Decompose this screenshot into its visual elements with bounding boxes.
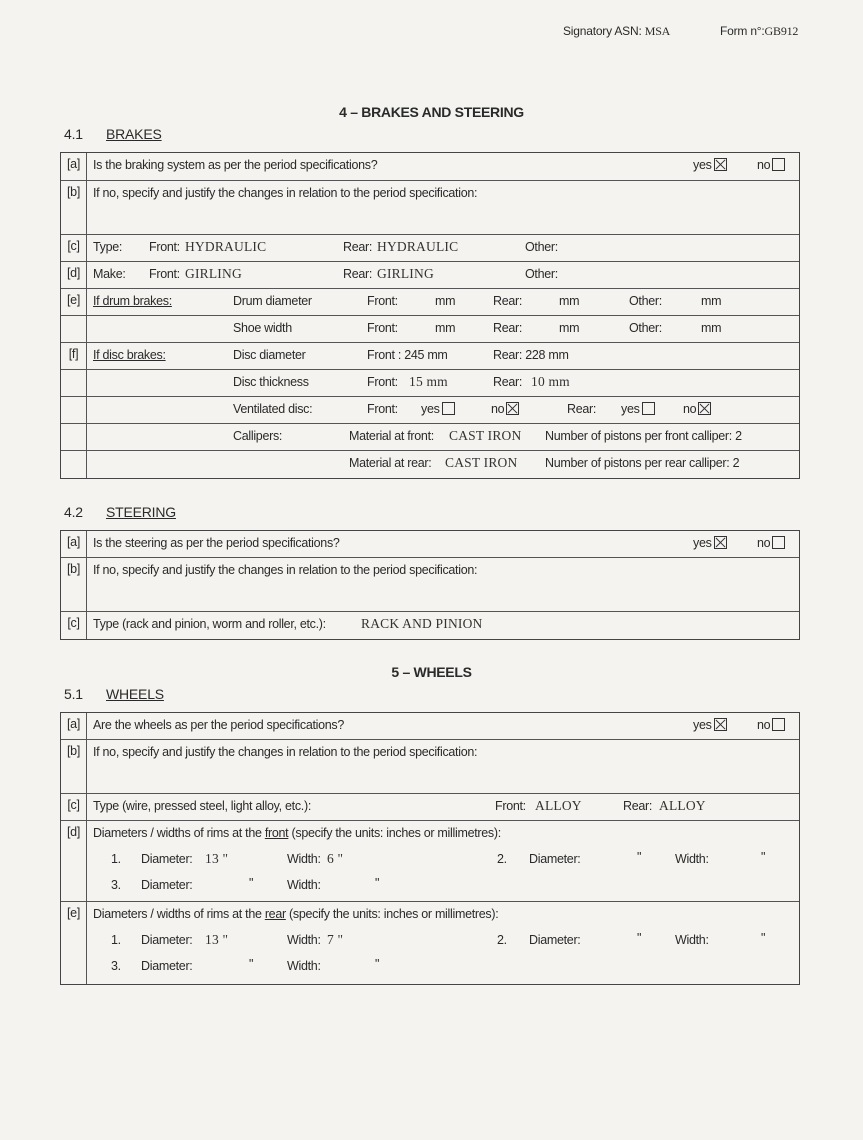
steering-subtitle — [64, 504, 176, 520]
row-label: [b] — [61, 181, 87, 234]
width-value: 6 " — [327, 851, 344, 866]
width-label: Width: — [675, 852, 709, 866]
no-checkbox-checked[interactable] — [698, 402, 711, 415]
wheels-title: WHEELS — [106, 686, 164, 702]
no-label: no — [757, 718, 771, 732]
rear-value: HYDRAULIC — [377, 239, 459, 254]
steering-title: STEERING — [106, 504, 176, 520]
inch-mark: " — [249, 957, 254, 971]
no-checkbox[interactable] — [772, 536, 785, 549]
question-suffix: (specify the units: inches or millimetres): — [285, 907, 499, 921]
make-label: Make: — [93, 267, 126, 281]
width-label: Width: — [287, 959, 321, 973]
row-label-blank — [61, 397, 87, 423]
signatory-value: MSA — [644, 24, 671, 38]
row-label: [a] — [61, 713, 87, 739]
unit: mm — [559, 321, 580, 335]
brakes-row-b — [61, 181, 799, 235]
rear-label: Rear: — [343, 267, 373, 281]
rear-value: GIRLING — [377, 266, 434, 281]
front-no-option[interactable] — [491, 402, 519, 416]
question-text: Type (rack and pinion, worm and roller, etc.): — [93, 617, 326, 631]
yes-label: yes — [693, 536, 712, 550]
row-label: [d] — [61, 821, 87, 901]
brakes-row-c — [61, 235, 799, 262]
unit: mm — [701, 294, 722, 308]
no-label: no — [757, 536, 771, 550]
signatory-label: Signatory ASN: — [563, 24, 642, 38]
row-label: [b] — [61, 740, 87, 793]
brakes-row-a — [61, 153, 799, 181]
form-number-header — [720, 24, 798, 39]
wheels-table — [60, 712, 800, 985]
disc-diameter-label: Disc diameter — [233, 348, 306, 362]
wheels-subtitle — [64, 686, 164, 702]
unit: mm — [559, 294, 580, 308]
brakes-row-f-thickness — [61, 370, 799, 397]
material-rear-value: CAST IRON — [445, 455, 518, 470]
front-label: Front: — [367, 321, 398, 335]
inch-mark: " — [249, 876, 254, 890]
question-text: If no, specify and justify the changes in relation to the period specification: — [93, 563, 478, 577]
question-text — [93, 907, 498, 921]
other-label: Other: — [525, 267, 558, 281]
question-text — [93, 826, 501, 840]
disc-thickness-label: Disc thickness — [233, 375, 309, 389]
ventilated-disc-label: Ventilated disc: — [233, 402, 313, 416]
unit: mm — [701, 321, 722, 335]
shoe-width-label: Shoe width — [233, 321, 292, 335]
steering-row-b — [61, 558, 799, 612]
rear-yes-option[interactable] — [621, 402, 655, 416]
question-suffix: (specify the units: inches or millimetres): — [288, 826, 501, 840]
question-text: If no, specify and justify the changes in relation to the period specification: — [93, 745, 478, 759]
rear-label: Rear: — [493, 321, 523, 335]
steering-row-a — [61, 531, 799, 558]
row-label: [a] — [61, 153, 87, 180]
wheels-row-a — [61, 713, 799, 740]
inch-mark: " — [375, 957, 380, 971]
item-number: 3. — [111, 959, 121, 973]
front-label: Front: — [149, 240, 180, 254]
no-option[interactable] — [757, 718, 785, 732]
item-number: 2. — [497, 852, 507, 866]
no-checkbox[interactable] — [772, 718, 785, 731]
row-label-blank — [61, 316, 87, 342]
width-label: Width: — [287, 878, 321, 892]
question-text: Is the braking system as per the period specifications? — [93, 158, 378, 172]
section-5-title: 5 – WHEELS — [391, 664, 472, 680]
width-label: Width: — [287, 933, 321, 947]
drum-diameter-label: Drum diameter — [233, 294, 312, 308]
brakes-row-f-diameter — [61, 343, 799, 370]
disc-thickness-rear: 10 mm — [531, 374, 570, 389]
rear-value: ALLOY — [659, 798, 706, 813]
front-label: Front: — [149, 267, 180, 281]
yes-label: yes — [693, 718, 712, 732]
width-value: 7 " — [327, 932, 344, 947]
row-label: [f] — [61, 343, 87, 369]
yes-checkbox[interactable] — [642, 402, 655, 415]
inch-mark: " — [761, 850, 766, 864]
diameter-label: Diameter: — [141, 933, 193, 947]
steering-number: 4.2 — [64, 504, 83, 520]
row-label: [e] — [61, 902, 87, 984]
rear-label: Rear: — [567, 402, 597, 416]
disc-diameter-rear: Rear: 228 mm — [493, 348, 569, 362]
brakes-row-f-callipers-rear — [61, 451, 799, 478]
front-label: Front: — [367, 294, 398, 308]
item-number: 1. — [111, 852, 121, 866]
item-number: 2. — [497, 933, 507, 947]
steering-type-value: RACK AND PINION — [361, 616, 483, 631]
drum-brakes-title: If drum brakes: — [93, 294, 172, 308]
wheels-row-b — [61, 740, 799, 794]
material-front-value: CAST IRON — [449, 428, 522, 443]
row-label: [d] — [61, 262, 87, 288]
inch-mark: " — [375, 876, 380, 890]
question-underlined: rear — [264, 907, 286, 921]
pistons-rear-label: Number of pistons per rear calliper: 2 — [545, 456, 740, 470]
row-label-blank — [61, 424, 87, 450]
question-text: Are the wheels as per the period specifications? — [93, 718, 345, 732]
no-option[interactable] — [757, 536, 785, 550]
signatory-header — [563, 24, 670, 39]
brakes-number: 4.1 — [64, 126, 83, 142]
row-label-blank — [61, 370, 87, 396]
no-option[interactable] — [757, 158, 785, 172]
front-yes-option[interactable] — [421, 402, 455, 416]
brakes-row-d — [61, 262, 799, 289]
row-label-blank — [61, 451, 87, 478]
steering-table — [60, 530, 800, 640]
width-label: Width: — [675, 933, 709, 947]
material-rear-label: Material at rear: — [349, 456, 432, 470]
yes-label: yes — [693, 158, 712, 172]
brakes-table — [60, 152, 800, 479]
unit: mm — [435, 321, 456, 335]
yes-checkbox-checked[interactable] — [714, 158, 727, 171]
pistons-front-label: Number of pistons per front calliper: 2 — [545, 429, 742, 443]
rear-no-option[interactable] — [683, 402, 711, 416]
row-label: [a] — [61, 531, 87, 557]
brakes-row-e-shoe — [61, 316, 799, 343]
brakes-title: BRAKES — [106, 126, 162, 142]
form-number-label: Form n°: — [720, 24, 765, 38]
diameter-label: Diameter: — [141, 959, 193, 973]
other-label: Other: — [525, 240, 558, 254]
yes-option[interactable] — [693, 536, 727, 550]
brakes-row-e-drum — [61, 289, 799, 316]
disc-diameter-front: Front : 245 mm — [367, 348, 448, 362]
yes-checkbox-checked[interactable] — [714, 536, 727, 549]
front-value: GIRLING — [185, 266, 242, 281]
question-text: Is the steering as per the period specifications? — [93, 536, 340, 550]
front-label: Front: — [367, 375, 398, 389]
other-label: Other: — [629, 321, 662, 335]
rear-label: Rear: — [343, 240, 373, 254]
brakes-row-f-callipers-front — [61, 424, 799, 451]
no-label: no — [757, 158, 771, 172]
question-prefix: Diameters / widths of rims at the — [93, 907, 265, 921]
brakes-row-f-ventilated — [61, 397, 799, 424]
diameter-label: Diameter: — [529, 852, 581, 866]
unit: mm — [435, 294, 456, 308]
front-label: Front: — [495, 799, 526, 813]
material-front-label: Material at front: — [349, 429, 434, 443]
question-text: If no, specify and justify the changes in relation to the period specification: — [93, 186, 478, 200]
inch-mark: " — [637, 850, 642, 864]
form-number-value: GB912 — [764, 24, 799, 38]
width-label: Width: — [287, 852, 321, 866]
wheels-number: 5.1 — [64, 686, 83, 702]
yes-checkbox[interactable] — [442, 402, 455, 415]
diameter-value: 13 " — [205, 932, 229, 947]
front-value: ALLOY — [535, 798, 582, 813]
no-label: no — [683, 402, 697, 416]
wheels-row-d — [61, 821, 799, 902]
wheels-row-c — [61, 794, 799, 821]
yes-option[interactable] — [693, 158, 727, 172]
yes-label: yes — [621, 402, 640, 416]
other-label: Other: — [629, 294, 662, 308]
diameter-label: Diameter: — [141, 878, 193, 892]
section-4-title: 4 – BRAKES AND STEERING — [339, 104, 524, 120]
no-checkbox-checked[interactable] — [506, 402, 519, 415]
item-number: 3. — [111, 878, 121, 892]
diameter-label: Diameter: — [141, 852, 193, 866]
rear-label: Rear: — [493, 375, 523, 389]
front-value: HYDRAULIC — [185, 239, 267, 254]
yes-checkbox-checked[interactable] — [714, 718, 727, 731]
no-label: no — [491, 402, 505, 416]
no-checkbox[interactable] — [772, 158, 785, 171]
wheels-row-e — [61, 902, 799, 984]
rear-label: Rear: — [623, 799, 653, 813]
question-prefix: Diameters / widths of rims at the — [93, 826, 265, 840]
row-label: [e] — [61, 289, 87, 315]
row-label: [c] — [61, 235, 87, 261]
steering-row-c — [61, 612, 799, 639]
row-label: [c] — [61, 612, 87, 639]
brakes-subtitle — [64, 126, 162, 142]
type-label: Type: — [93, 240, 123, 254]
disc-brakes-title: If disc brakes: — [93, 348, 166, 362]
question-underlined: front — [264, 826, 289, 840]
inch-mark: " — [761, 931, 766, 945]
inch-mark: " — [637, 931, 642, 945]
item-number: 1. — [111, 933, 121, 947]
question-text: Type (wire, pressed steel, light alloy, etc.): — [93, 799, 312, 813]
yes-label: yes — [421, 402, 440, 416]
callipers-label: Callipers: — [233, 429, 283, 443]
diameter-value: 13 " — [205, 851, 229, 866]
front-label: Front: — [367, 402, 398, 416]
yes-option[interactable] — [693, 718, 727, 732]
rear-label: Rear: — [493, 294, 523, 308]
row-label: [b] — [61, 558, 87, 611]
disc-thickness-front: 15 mm — [409, 374, 448, 389]
row-label: [c] — [61, 794, 87, 820]
diameter-label: Diameter: — [529, 933, 581, 947]
